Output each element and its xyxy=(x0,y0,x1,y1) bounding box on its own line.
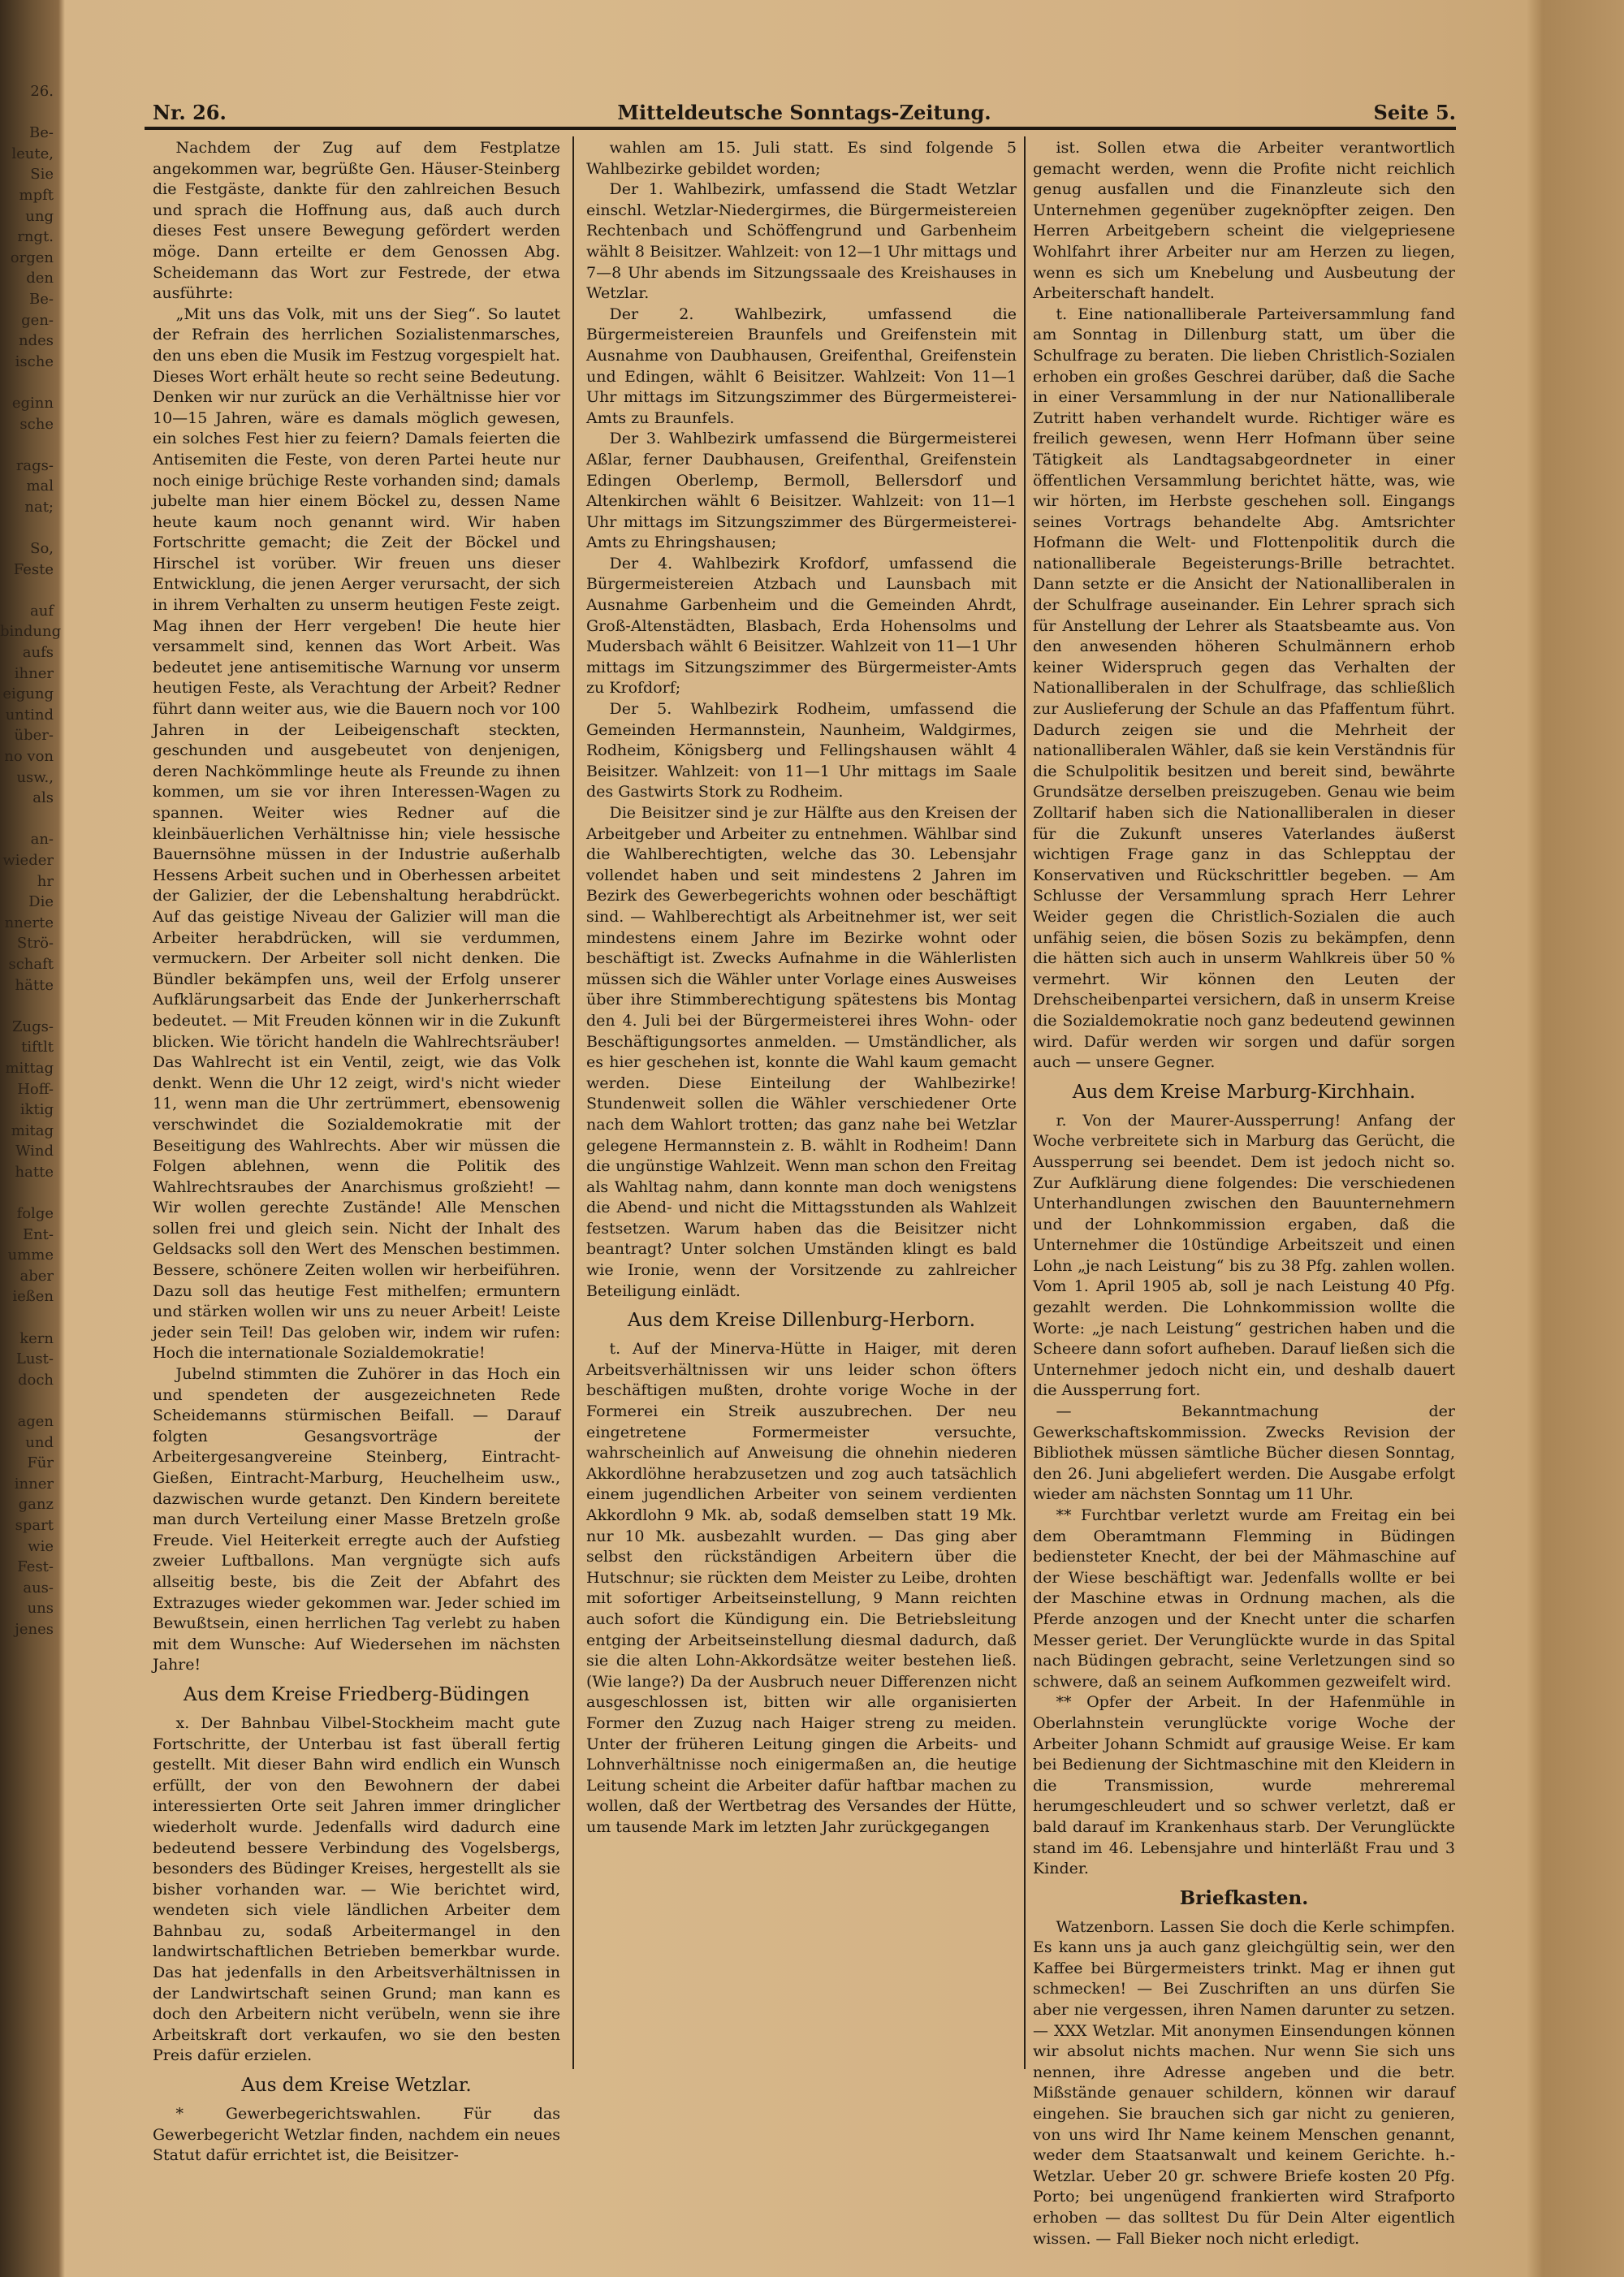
article-paragraph: x. Der Bahnbau Vilbel-Stockheim macht gute Fortschritte, der Unterbau ist fast überall fertig gestellt. Mit dieser Bahn wird endlich ein Wunsch erfüllt, der von den Bewohnern der dabei interessierten Orte seit Jahren immer dringlicher wiederholt wurde. Jedenfalls wird dadurch eine bedeutend bessere Verbindung des Vogelsbergs, besonders des Büdinger Kreises, hergestellt als sie bisher vorhanden war. — Wie berichtet wird, wendeten sich viele ländlichen Arbeiter dem Bahnbau zu, sodaß Arbeitermangel in den landwirtschaftlichen Betrieben bemerkbar wurde. Das hat jedenfalls in den Arbeitsverhältnissen in der Landwirtschaft seinen Grund; man kann es doch den Arbeitern nicht verübeln, wenn sie ihre Arbeitskraft dort verkaufen, wo sie den besten Preis dafür erzielen. xyxy=(153,1713,560,2065)
previous-page-fragment xyxy=(0,517,54,538)
previous-page-fragment xyxy=(0,102,54,123)
previous-page-fragment: Be- xyxy=(29,124,54,142)
previous-page-fragment: über- xyxy=(14,727,54,745)
previous-page-fragment: jenes xyxy=(15,1620,54,1638)
previous-page-fragment xyxy=(0,1307,54,1329)
previous-page-fragment: usw., xyxy=(16,768,54,786)
section-heading: Aus dem Kreise Wetzlar. xyxy=(241,2075,472,2097)
previous-page-fragment: ießen xyxy=(12,1288,54,1306)
previous-page-fragment: leute, xyxy=(11,145,54,162)
previous-page-fragment: bindung xyxy=(0,623,62,641)
previous-page-fragment: So, xyxy=(30,540,54,558)
previous-page-fragment: kern xyxy=(19,1329,54,1347)
previous-page-fragment xyxy=(0,809,54,830)
previous-page-fragment: an- xyxy=(30,831,54,849)
article-paragraph: Jubelnd stimmten die Zuhörer in das Hoch ein und spendeten der ausgezeichneten Rede Scheidemanns stürmischen Beifall. — Darauf folgten Gesangsvorträge der Arbeitergesangvereine Steinberg, Eintracht-Gießen, Eintracht-Marburg, Heuchelheim usw., dazwischen wurde getanzt. Den Kindern bereitete man durch Verteilung einer Masse Bretzeln große Freude. Viel Heiterkeit erregte auch der Aufstieg zweier Luftballons. Man vergnügte sich aufs allseitig beste, bis die Zeit der Abfahrt des Extrazuges wieder gekommen war. Jeder schied im Bewußtsein, einen herrlichen Tag verlebt zu haben mit dem Wunsche: Auf Wiedersehen im nächsten Jahre! xyxy=(153,1365,560,1674)
previous-page-fragment xyxy=(0,372,54,393)
previous-page-fragment: Für xyxy=(27,1454,54,1472)
previous-page-fragment: rngt. xyxy=(17,228,54,246)
previous-page-fragment: den xyxy=(26,270,54,287)
previous-page-fragment xyxy=(0,1182,54,1203)
previous-page-fragment: Sie xyxy=(30,166,54,184)
previous-page-fragment xyxy=(0,580,54,601)
previous-page-fragment: Zugs- xyxy=(12,1018,54,1035)
previous-page-fragment: 26. xyxy=(30,83,54,100)
previous-page-fragment: agen xyxy=(17,1413,54,1430)
previous-page-fragment: eginn xyxy=(11,394,54,412)
article-paragraph: Nachdem der Zug auf dem Festplatze angekommen war, begrüßte Gen. Häuser-Steinberg die Festgäste, dankte für den zahlreichen Besuch und sprach die Hoffnung aus, daß auch durch dieses Fest unsere Bewegung gefördert werden möge. Dann erteilte er dem Genossen Abg. Scheidemann das Wort zur Festrede, der etwa ausführte: xyxy=(153,139,560,303)
previous-page-fragment: mpft xyxy=(19,186,54,204)
article-paragraph: ** Opfer der Arbeit. In der Hafenmühle in Oberlahnstein verunglückte vorige Woche der Arbeiter Johann Schmidt auf grausige Weise. Er kam bei Bedienung der Sichtmaschine mit den Kleidern in die Transmission, wurde mehreremal herumgeschleudert und so schwer verletzt, daß er bald darauf im Krankenhaus starb. Der Verunglückte stand im 46. Lebensjahre und hinterläßt Frau und 3 Kinder. xyxy=(1033,1693,1455,1878)
previous-page-edge xyxy=(0,81,62,2030)
previous-page-fragment: Die xyxy=(28,893,54,911)
previous-page-fragment: hatte xyxy=(15,1163,54,1181)
article-paragraph: Der 3. Wahlbezirk umfassend die Bürgermeisterei Aßlar, ferner Daubhausen, Greifenthal, Greifenstein Edingen Oberlemp, Bermoll, Bellersdorf und Altenkirchen wählt 6 Beisitzer. Wahlzeit: von 11—1 Uhr mittags im Sitzungszimmer des Bürgermeisterei-Amts zu Ehringshausen; xyxy=(586,430,1017,552)
previous-page-fragment xyxy=(0,996,54,1017)
previous-page-fragment: rags- xyxy=(15,456,54,474)
article-paragraph: r. Von der Maurer-Aussperrung! Anfang der Woche verbreitete sich in Marburg das Gerücht, die Aussperrung sei beendet. Dem ist jedoch nicht so. Zur Aufklärung diene folgendes: Die verschiedenen Unterhandlungen zwischen den Bauunternehmern und der Lohnkommission ergaben, daß die Unternehmer die 10stündige Arbeitszeit und einen Lohn „je nach Leistung“ bis zu 38 Pfg. zahlen wollen. Vom 1. April 1905 ab, soll je nach Leistung 40 Pfg. gezahlt werden. Die Lohnkommission wollte die Worte: „je nach Leistung“ gestrichen haben und die Scheere dann sofort aufheben. Darauf ließen sich die Unternehmer jedoch nicht ein, und deshalb dauert die Aussperrung fort. xyxy=(1033,1111,1455,1400)
previous-page-fragment: Feste xyxy=(13,560,54,578)
newspaper-title: Mitteldeutsche Sonntags-Zeitung. xyxy=(617,101,991,124)
article-paragraph: t. Eine nationalliberale Parteiversammlung fand am Sonntag in Dillenburg statt, um über die Schulfrage zu beraten. Die lieben Christlich-Sozialen erhoben ein großes Geschrei darüber, daß die Sache in einer Versammlung in der nur Nationalliberale Zutritt haben verhandelt wurde. Richtiger wäre es freilich gewesen, wenn Herr Hofmann über seine Tätigkeit als Landtagsabgeordneter in einer öffentlichen Versammlung berichtet hätte, was, wie wir hörten, im Herbste geschehen soll. Eingangs seines Vortrags behandelte Abg. Amtsrichter Hofmann die Welt- und Flottenpolitik durch die nationalliberale Begeisterungs-Brille betrachtet. Dann setzte er die Ansicht der Nationalliberalen in der Schulfrage auseinander. Ein Lehrer sprach sich für Anstellung der Lehrer als Staatsbeamte aus. Von den anwesenden höheren Schulmännern erhob keiner Widerspruch gegen das Verhalten der Nationalliberalen in der Schulfrage, das schließlich zur Auslieferung der Schule an das Pfaffentum führt. Dadurch zeigen sie und die Mehrheit der nationalliberalen Wähler, daß sie kein Verständnis für die Schulpolitik besitzen und bereit sind, bewährte Grundsätze derselben preiszugeben. Genau wie beim Zolltarif haben sich die Nationalliberalen in dieser für die Zukunft unseres Vaterlandes äußerst wichtigen Frage ganz in das Schlepptau der Konservativen und Rückschrittler begeben. — Am Schlusse der Versammlung sprach Herr Lehrer Weider gegen die Christlich-Sozialen die auch unfähig seien, die bösen Sozis zu bekämpfen, denn die hätten sich auch in unserm Wahlkreis über 50 % vermehrt. Wir können den Leuten der Drehscheibenpartei versichern, daß in unserm Kreise die Sozialdemokratie noch ganz bedeutend gewinnen wird. Dafür werden wir sorgen und dafür sorgen auch — unsere Gegner. xyxy=(1033,305,1455,1072)
previous-page-fragment: Hoff- xyxy=(17,1080,54,1098)
column-1 xyxy=(153,138,560,2165)
article-paragraph: Watzenborn. Lassen Sie doch die Kerle schimpfen. Es kann uns ja auch ganz gleichgültig sein, wer den Kaffee bei Bürgermeisters trinkt. Mag er ihnen gut schmecken! — Bei Zuschriften an uns dürfen Sie aber nie vergessen, ihren Namen darunter zu setzen. — XXX Wetzlar. Mit anonymen Einsendungen können wir absolut nichts machen. Nur wenn Sie sich uns nennen, ihre Adresse angeben und die betr. Mißstände genauer schildern, können wir darauf eingehen. Sie brauchen sich gar nicht zu genieren, von uns wird Ihr Name keinem Menschen genannt, weder dem Staatsanwalt und keinem Gerichte. h.-Wetzlar. Ueber 20 gr. schwere Briefe kosten 20 Pfg. Porto; bei ungenügend frankierten wird Strafporto erhoben — das solltest Du für Dein Alter eigentlich wissen. — Fall Bieker noch nicht erledigt. xyxy=(1033,1917,1455,2248)
previous-page-fragment: tiftlt xyxy=(21,1039,54,1056)
article-paragraph: wahlen am 15. Juli statt. Es sind folgende 5 Wahlbezirke gebildet worden; xyxy=(586,139,1017,178)
column-divider xyxy=(1024,136,1026,2069)
previous-page-fragment: Ent- xyxy=(22,1225,54,1243)
previous-page-fragment: untind xyxy=(5,706,54,724)
column-2 xyxy=(586,138,1017,2087)
previous-page-fragment: Lust- xyxy=(15,1350,54,1368)
previous-page-fragment: und xyxy=(25,1433,54,1451)
previous-page-fragment: eigung xyxy=(2,685,54,703)
previous-page-fragment: umme xyxy=(7,1247,54,1264)
page-number: Seite 5. xyxy=(1373,101,1456,124)
previous-page-fragment: Be- xyxy=(29,290,54,308)
previous-page-fragment: wie xyxy=(28,1537,54,1555)
header-rule xyxy=(145,127,1456,130)
previous-page-fragment xyxy=(0,434,54,456)
previous-page-fragment xyxy=(0,1390,54,1411)
previous-page-fragment: sche xyxy=(19,415,54,433)
previous-page-fragment: Fest- xyxy=(17,1558,54,1576)
previous-page-fragment: Strö- xyxy=(16,935,54,953)
article-paragraph: Die Beisitzer sind je zur Hälfte aus den Kreisen der Arbeitgeber und Arbeiter zu entnehmen. Wählbar sind die Wahlberechtigten, welche das 30. Lebensjahr vollendet haben und seit mindestens 2 Jahren im Bezirk des Gewerbegerichts wohnen oder beschäftigt sind. — Wahlberechtigt als Arbeitnehmer ist, wer seit mindestens einem Jahre im Bezirke wohnt oder beschäftigt ist. Zwecks Aufnahme in die Wählerlisten müssen sich die Wähler unter Vorlage eines Ausweises über ihre Stimmberechtigung spätestens bis Montag den 4. Juli bei der Bürgermeisterei ihres Wohn- oder Beschäftigungsortes anmelden. — Umständlicher, als es hier geschehen ist, konnte die Wahl kaum gemacht werden. Diese Einteilung der Wahlbezirke! Stundenweit sollen die Wähler verschiedener Orte nach dem Wahlort trotten; das ganz nahe bei Wetzlar gelegene Hermannstein z. B. wählt in Rodheim! Dann die ungünstige Wahlzeit. Wenn man schon den Freitag als Wahltag nahm, dann konnte man doch wenigstens die Abend- und nicht die Mittagsstunden als Wahlzeit festsetzen. Warum haben das die Beisitzer nicht beantragt? Unter solchen Umständen klingt es bald wie Ironie, wenn der Vorsitzende zu zahlreicher Beteiligung einlädt. xyxy=(586,804,1017,1300)
previous-page-fragment: iktig xyxy=(19,1101,54,1119)
previous-page-fragment: uns xyxy=(27,1600,54,1618)
previous-page-fragment: nat; xyxy=(24,498,54,516)
previous-page-fragment: orgen xyxy=(10,248,54,266)
column-divider xyxy=(572,136,574,2069)
previous-page-fragment: hätte xyxy=(15,976,54,994)
previous-page-fragment: hr xyxy=(37,872,54,890)
article-paragraph: ** Furchtbar verletzt wurde am Freitag ein bei dem Oberamtmann Flemming in Büdingen bediensteter Knecht, der bei der Mähmaschine auf der Wiese beschäftigt war. Jedenfalls wollte er bei der Maschine etwas in Ordnung machen, als die Pferde anzogen und der Knecht unter die scharfen Messer geriet. Der Verunglückte wurde in das Spital nach Büdingen gebracht, seine Verletzungen sind so schwere, daß an seinem Aufkommen gezweifelt wird. xyxy=(1033,1506,1455,1691)
section-heading: Aus dem Kreise Dillenburg-Herborn. xyxy=(627,1310,976,1332)
previous-page-fragment: ndes xyxy=(18,332,54,350)
previous-page-fragment: aus- xyxy=(23,1579,54,1596)
page-header xyxy=(153,97,1456,127)
section-heading: Aus dem Kreise Friedberg-Büdingen xyxy=(183,1683,530,1705)
previous-page-fragment: aufs xyxy=(22,644,54,662)
previous-page-fragment: mal xyxy=(26,477,54,495)
previous-page-fragment: schaft xyxy=(8,955,54,973)
previous-page-fragment: auf xyxy=(30,602,54,620)
article-paragraph: Der 1. Wahlbezirk, umfassend die Stadt Wetzlar einschl. Wetzlar-Niedergirmes, die Bürgermeistereien Rechtenbach und Schöffengrund und Garbenheim wählt 8 Beisitzer. Wahlzeit: von 12—1 Uhr mittags und 7—8 Uhr abends im Sitzungssaale des Kreishauses in Wetzlar. xyxy=(586,180,1017,303)
previous-page-fragment: aber xyxy=(19,1267,54,1285)
article-paragraph: Der 4. Wahlbezirk Krofdorf, umfassend die Bürgermeistereien Atzbach und Launsbach mit Ausnahme Garbenheim und die Gemeinden Ahrdt, Groß-Altenstädten, Blasbach, Erda Hohensolms und Mudersbach wählt 6 Beisitzer. Wahlzeit von 11—1 Uhr mittags im Sitzungszimmer des Bürgermeister-Amts zu Krofdorf; xyxy=(586,554,1017,698)
previous-page-fragment: als xyxy=(32,789,54,807)
issue-number: Nr. 26. xyxy=(153,101,227,124)
previous-page-fragment: ische xyxy=(15,352,54,370)
previous-page-fragment: mittag xyxy=(5,1059,54,1077)
previous-page-fragment: no von xyxy=(4,748,54,765)
previous-page-fragment: ganz xyxy=(18,1496,54,1514)
previous-page-fragment: ung xyxy=(25,207,54,225)
article-paragraph: — Bekanntmachung der Gewerkschaftskommission. Zwecks Revision der Bibliothek müssen sämtliche Bücher diesen Sonntag, den 26. Juni abgeliefert werden. Die Ausgabe erfolgt wieder am nächsten Sonntag um 11 Uhr. xyxy=(1033,1402,1455,1504)
article-paragraph: Der 2. Wahlbezirk, umfassend die Bürgermeistereien Braunfels und Greifenstein mit Ausnahme von Daubhausen, Greifenthal, Greifenstein und Edingen, wählt 6 Beisitzer. Wahlzeit: Von 11—1 Uhr mittags im Sitzungszimmer des Bürgermeisterei-Amts zu Braunfels. xyxy=(586,305,1017,427)
article-paragraph: „Mit uns das Volk, mit uns der Sieg“. So lautet der Refrain des herrlichen Sozialistenmarsches, den uns eben die Musik im Festzug vorgespielt hat. Dieses Wort erhält heute so recht seine Bedeutung. Denken wir nur zurück an die Verhältnisse hier vor 10—15 Jahren, wäre es damals möglich gewesen, ein solches Fest hier zu feiern? Damals feierten die Antisemiten die Feste, von deren Partei heute nur noch einige brüchige Reste vorhanden sind; damals jubelte man hier einem Böckel zu, dessen Name heute kaum noch genannt wird. Wir haben Fortschritte gemacht; die Zeit der Böckel und Hirschel ist vorüber. Wir freuen uns dieser Entwicklung, die jenen Aerger verursacht, der sich in ihrem Verhalten zu unserm heutigen Feste zeigt. Mag ihnen der Herr vergeben! Die heute hier versammelt sind, kennen das Wort Arbeit. Was bedeutet jene antisemitische Warnung vor unserm heutigen Feste, als Verachtung der Arbeit? Redner führt dann weiter aus, wie die Bauern noch vor 100 Jahren in der Leibeigenschaft steckten, geschunden und ausgebeutet von denjenigen, deren Nachkömmlinge heute als Freunde zu ihnen kommen, um sie vor ihren Interessen-Wagen zu spannen. Weiter wies Redner auf die kleinbäuerlichen Verhältnisse hin; viele hessische Bauernsöhne müssen in der Industrie außerhalb Hessens Arbeit suchen und in Oberhessen arbeitet der Galizier, der die Lebenshaltung herabdrückt. Auf das geistige Niveau der Galizier will man die Arbeiter herabdrücken, will sie verdummen, vermuckern. Der Arbeiter soll nicht denken. Die Bündler bekämpfen uns, weil der Erfolg unserer Aufklärungsarbeit das Ende der Junkerherrschaft bedeutet. — Mit Freuden können wir in die Zukunft blicken. Wie töricht handeln die Wahlrechtsräuber! Das Wahlrecht ist ein Ventil, zeigt, wie das Volk denkt. Wenn die Uhr 12 zeigt, wird's nicht wieder 11, wenn man die Uhr zertrümmert, ebensowenig verschwindet die Sozialdemokratie mit der Beseitigung des Wahlrechts. Aber wir müssen die Folgen ablehnen, wenn die Politik des Wahlrechtsraubes der Anarchismus großzieht! — Wir wollen gerechte Zustände! Alle Menschen sollen frei und gleich sein. Nicht der Inhalt des Geldsacks soll den Wert des Menschen bestimmen. Bessere, schönere Zeiten wollen wir herbeiführen. Dazu soll das heutige Fest mithelfen; ermuntern und stärken wollen wir uns zu neuer Arbeit! Leiste jeder sein Teil! Das geloben wir, indem wir rufen: Hoch die internationale Sozialdemokratie! xyxy=(153,305,560,1363)
previous-page-fragment: inner xyxy=(14,1475,54,1493)
previous-page-fragment: spart xyxy=(15,1516,54,1534)
article-paragraph: Der 5. Wahlbezirk Rodheim, umfassend die Gemeinden Hermannstein, Naunheim, Waldgirmes, Rodheim, Königsberg und Fellingshausen wählt 4 Beisitzer. Wahlzeit: von 11—1 Uhr mittags im Saale des Gastwirts Stork zu Rodheim. xyxy=(586,700,1017,801)
article-paragraph: t. Auf der Minerva-Hütte in Haiger, mit deren Arbeitsverhältnissen wir uns leider schon öfters beschäftigen mußten, drohte vorige Woche in der Formerei ein Streik auszubrechen. Der neu eingetretene Formermeister versuchte, wahrscheinlich auf Anweisung die ohnehin niederen Akkordlöhne herabzusetzen und zog auch tatsächlich einem jugendlichen Arbeiter von seinem verdienten Akkordlohn 9 Mk. ab, sodaß demselben statt 19 Mk. nur 10 Mk. ausbezahlt wurden. — Das ging aber selbst den rückständigen Arbeitern über die Hutschnur; sie rückten dem Meister zu Leibe, drohten mit sofortiger Arbeitseinstellung, 9 Mann reichten auch sofort die Kündigung ein. Die Betriebsleitung entging der Arbeitseinstellung diesmal dadurch, daß sie die alten Lohn-Akkordsätze weiter bestehen ließ. (Wie lange?) Da der Ausbruch neuer Differenzen nicht ausgeschlossen ist, bitten wir alle organisierten Former den Zuzug nach Haiger streng zu meiden. Unter der früheren Leitung gingen die Arbeits- und Lohnverhältnisse noch einigermaßen an, die heutige Leitung scheint die Arbeiter dafür haftbar machen zu wollen, daß der Wertbetrag des Versandes der Hütte, um tausende Mark im letzten Jahr zurückgegangen xyxy=(586,1340,1017,1836)
previous-page-fragment: mitag xyxy=(11,1121,54,1139)
section-heading: Briefkasten. xyxy=(1179,1886,1309,1909)
previous-page-fragment: wieder xyxy=(2,851,54,869)
previous-page-fragment: gen- xyxy=(21,311,54,329)
previous-page-fragment: ihner xyxy=(14,664,54,682)
article-paragraph: * Gewerbegerichtswahlen. Für das Gewerbegericht Wetzlar finden, nachdem ein neues Statut dafür errichtet ist, die Beisitzer- xyxy=(153,2105,560,2165)
previous-page-fragment: doch xyxy=(17,1371,54,1389)
article-paragraph: ist. Sollen etwa die Arbeiter verantwortlich gemacht werden, wenn die Profite nicht reichlich genug ausfallen und die Finanzleute sich den Unternehmen gegenüber zugeknöpfter zeigen. Den Herren Arbeitgebern scheint die vielgepriesene Wohlfahrt ihrer Arbeiter nur am Herzen zu liegen, wenn es sich um Knebelung und Ausbeutung der Arbeiterschaft handelt. xyxy=(1033,139,1455,303)
previous-page-fragment: folge xyxy=(16,1205,54,1223)
column-3 xyxy=(1033,138,1455,2248)
section-heading: Aus dem Kreise Marburg-Kirchhain. xyxy=(1072,1081,1416,1103)
previous-page-fragment: nnerte xyxy=(4,914,54,931)
previous-page-fragment: Wind xyxy=(15,1143,54,1160)
